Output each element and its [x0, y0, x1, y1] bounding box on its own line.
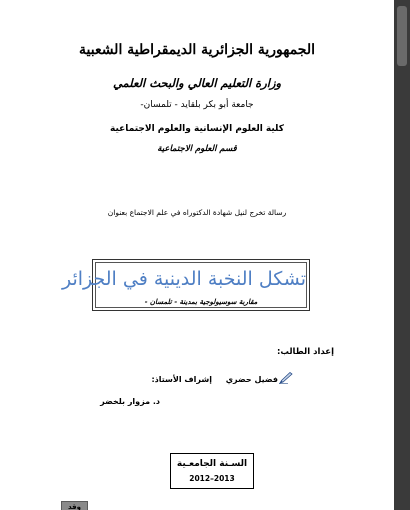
prepared-by-label: إعداد الطالب:: [276, 347, 334, 357]
title-box: [61, 259, 310, 311]
academic-year-box: [170, 453, 254, 489]
thesis-title: تشكل النخبة الدينية في الجزائر: [61, 268, 306, 290]
thesis-statement: رسالة تخرج لنيل شهادة الدكتوراه في علم الاجتماع بعنوان: [107, 208, 287, 217]
university-name: جامعة أبو بكر بلقايد - تلمسان-: [140, 100, 254, 110]
vertical-scrollbar[interactable]: [394, 0, 410, 510]
faculty-name: كلية العلوم الإنسانية والعلوم الاجتماعية: [110, 124, 284, 134]
thesis-subtitle: مقاربة سوسيولوجية بمدينة - تلمسان -: [144, 297, 258, 306]
pen-icon: [279, 372, 293, 384]
academic-year-label: السـنة الجامعـية: [176, 459, 248, 469]
student-name: فضيل حضري: [225, 375, 278, 384]
academic-year-value: 2012–2013: [189, 474, 235, 483]
next-page-peek[interactable]: وقد: [61, 501, 88, 510]
scrollbar-thumb[interactable]: [397, 6, 407, 66]
republic-heading: الجمهورية الجزائرية الديمقراطية الشعبية: [78, 42, 315, 58]
title-box-inner-border: [61, 262, 307, 308]
supervision-label: إشراف الأستاذ:: [151, 375, 212, 384]
department-name: قسم العلوم الاجتماعية: [157, 144, 237, 154]
ministry-heading: وزارة التعليم العالي والبحث العلمي: [112, 76, 282, 90]
supervisor-name: د. مزوار بلخضر: [100, 397, 160, 406]
